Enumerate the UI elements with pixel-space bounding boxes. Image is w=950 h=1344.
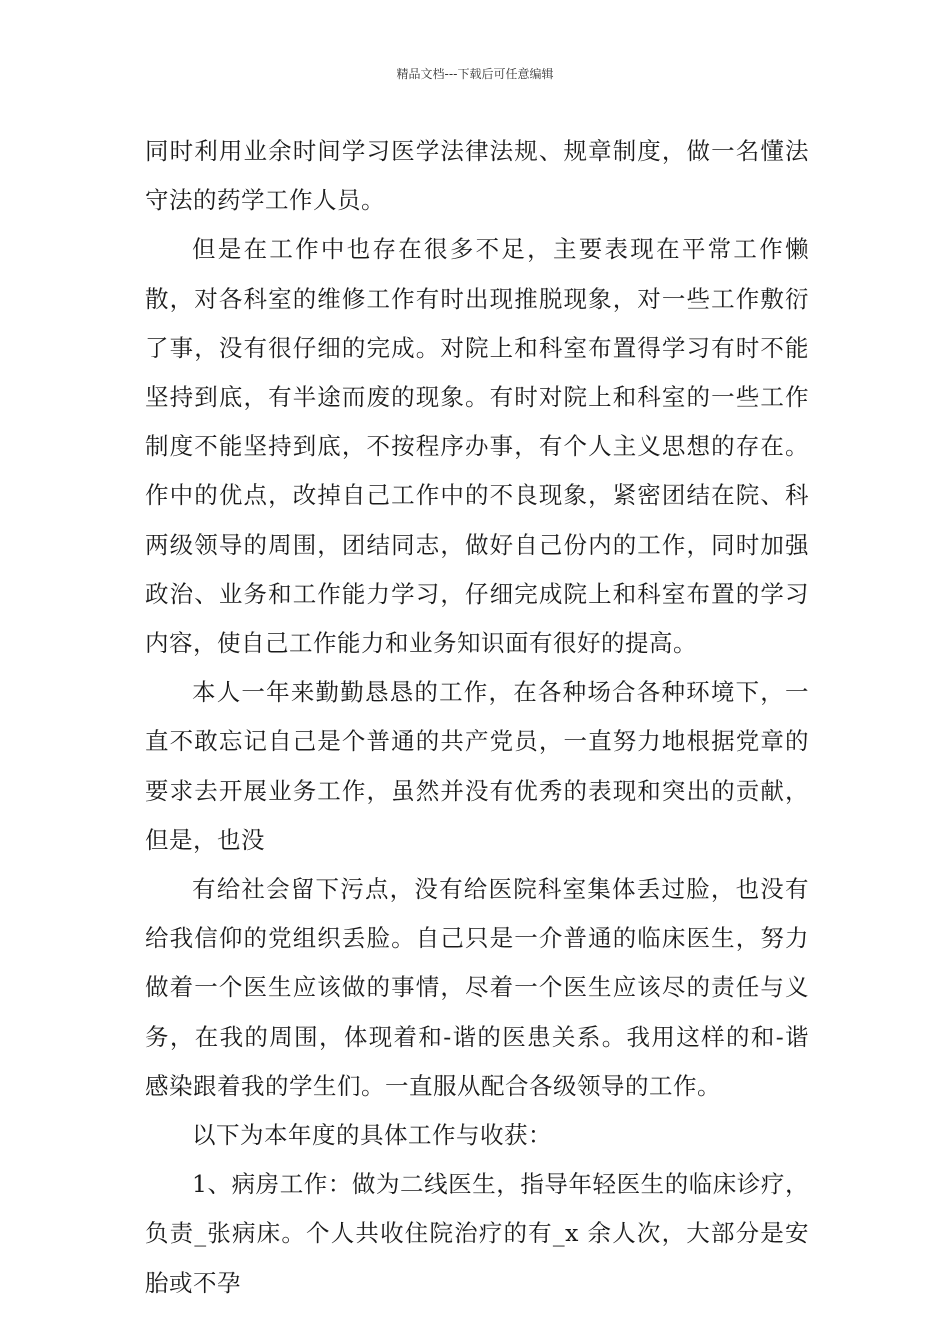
paragraph-6: 1、病房工作：做为二线医生，指导年轻医生的临床诊疗，负责_张病床。个人共收住院治疗的有_x 余人次，大部分是安胎或不孕 (145, 1170, 809, 1297)
paragraph-1: 同时利用业余时间学习医学法律法规、规章制度，做一名懂法守法的药学工作人员。 (145, 137, 809, 215)
paragraph-3: 本人一年来勤勤恳恳的工作，在各种场合各种环境下，一直不敢忘记自己是个普通的共产党员，一直努力地根据党章的要求去开展业务工作，虽然并没有优秀的表现和突出的贡献，但是，也没 (145, 678, 809, 854)
paragraph-4: 有给社会留下污点，没有给医院科室集体丢过脸，也没有给我信仰的党组织丢脸。自己只是一介普通的临床医生，努力做着一个医生应该做的事情，尽着一个医生应该尽的责任与义务，在我的周围，体现着和-谐的医患关系。我用这样的和-谐感染跟着我的学生们。一直服从配合各级领导的工作。 (145, 875, 809, 1100)
paragraph-5: 以下为本年度的具体工作与收获： (192, 1121, 552, 1150)
paragraph-2: 但是在工作中也存在很多不足，主要表现在平常工作懒散，对各科室的维修工作有时出现推脱现象，对一些工作敷衍了事，没有很仔细的完成。对院上和科室布置得学习有时不能坚持到底，有半途而废的现象。有时对院上和科室的一些工作制度不能坚持到底，不按程序办事，有个人主义思想的存在。作中的优点，改掉自己工作中的不良现象，紧密团结在院、科两级领导的周围，团结同志，做好自己份内的工作，同时加强政治、业务和工作能力学习，仔细完成院上和科室布置的学习内容，使自己工作能力和业务知识面有很好的提高。 (145, 235, 809, 658)
page-header: 精品文档---下载后可任意编辑 (396, 67, 554, 81)
document-body (145, 127, 809, 1308)
